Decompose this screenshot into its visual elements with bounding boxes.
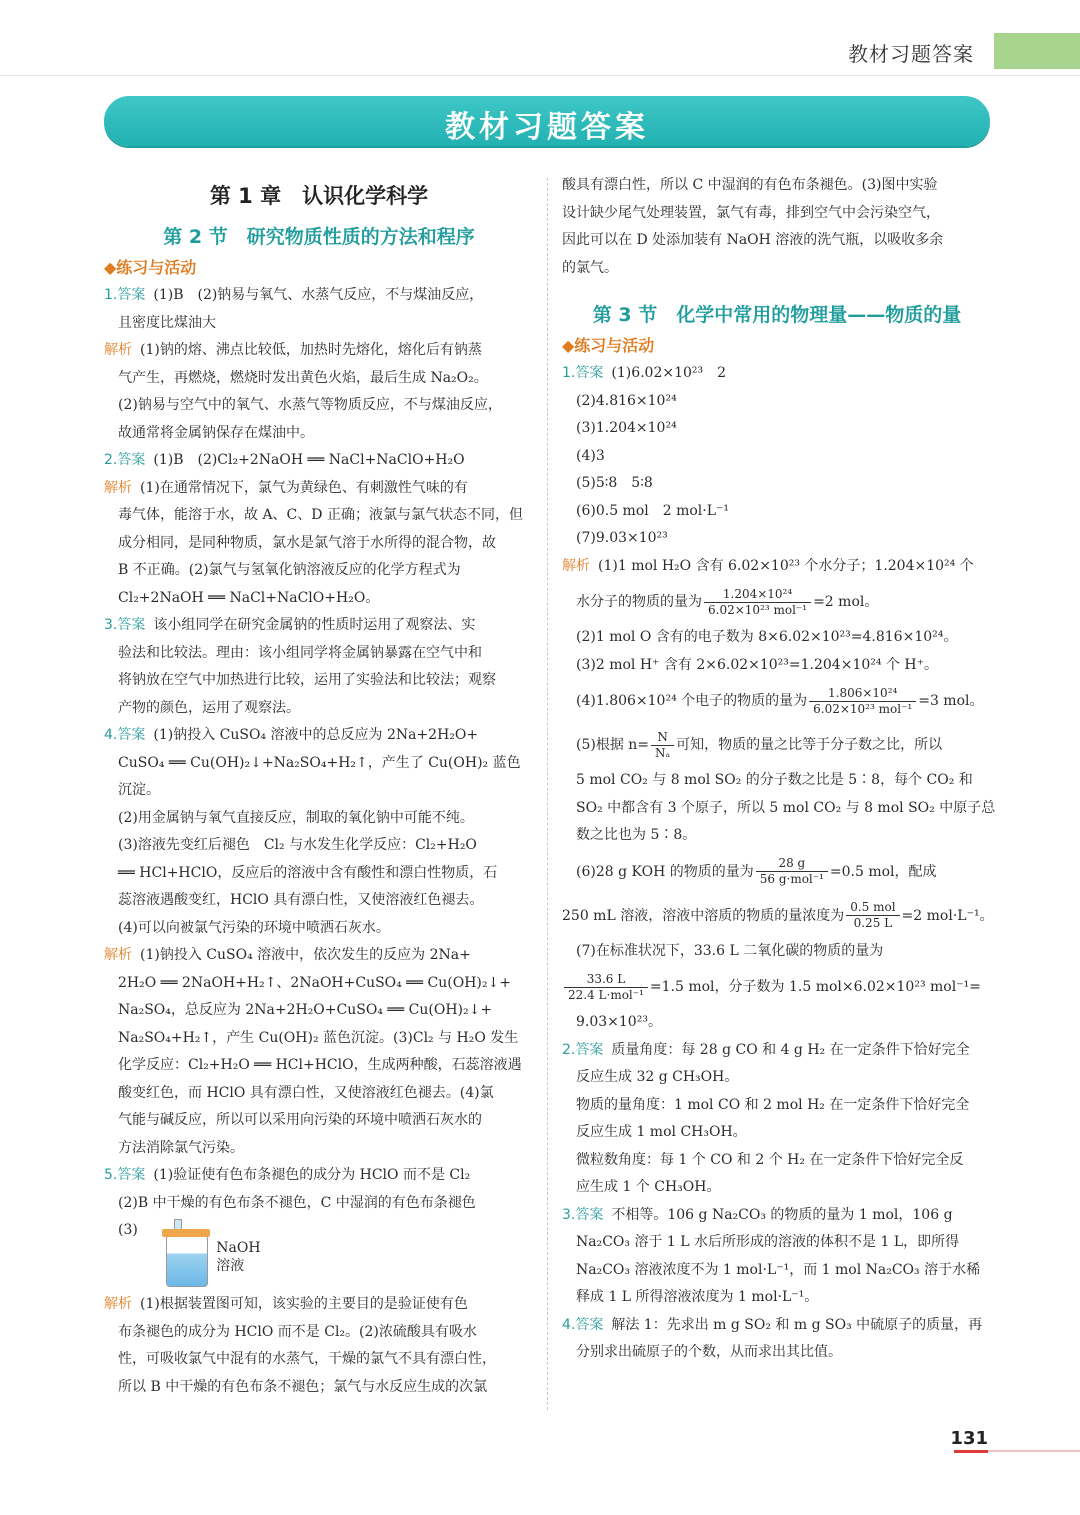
chapter-title: 第 1 章 认识化学科学 (209, 184, 429, 208)
text-line (562, 1119, 992, 1147)
right-column (562, 172, 996, 1367)
frac4-den: 56 g·mol⁻¹ (759, 872, 824, 886)
apparatus-label-2: 溶液 (216, 1258, 245, 1274)
line-text: (1)在通常情况下，氯气为黄绿色、有刺激性气味的有 (140, 479, 468, 496)
text-line (562, 1174, 992, 1202)
text-line (104, 750, 534, 778)
text-line (104, 337, 534, 365)
left-lines-after (104, 1291, 534, 1401)
line-text: B 不正确。(2)氯气与氢氧化钠溶液反应的化学方程式为 (118, 562, 461, 578)
text-line (104, 1190, 534, 1218)
answer-tag: 2.答案 (562, 1041, 604, 1058)
line-text: 性，可吸收氯气中混有的水蒸气，干燥的氯气不具有漂白性， (118, 1351, 496, 1367)
line-text: 5 mol CO₂ 与 8 mol SO₂ 的分子数之比是 5∶8，每个 CO₂ 和 (576, 772, 973, 788)
right-lines-d (562, 1009, 992, 1367)
explanation-tag: 解析 (104, 479, 132, 496)
line-text: ══ HCl+HClO，反应后的溶液中含有酸性和漂白性物质，石 (118, 864, 498, 881)
text-line (104, 1162, 534, 1190)
line-text: 成分相同，是同种物质，氯水是氯气溶于水所得的混合物，故 (118, 534, 496, 551)
line-text: (1)根据装置图可知，该实验的主要目的是验证使有色 (140, 1296, 468, 1312)
line-text: 沉淀。 (118, 782, 160, 798)
line-text: 应生成 1 个 CH₃OH。 (576, 1179, 721, 1195)
explanation-tag: 解析 (104, 947, 132, 963)
text-line (562, 1339, 992, 1367)
answer-tag: 1.答案 (104, 287, 146, 303)
text-line (562, 1202, 992, 1230)
line-text: Na₂CO₃ 溶液浓度不为 1 mol·L⁻¹，而 1 mol Na₂CO₃ 溶于水稀 (576, 1261, 981, 1278)
page-rule-accent (954, 1450, 988, 1453)
line-text: Na₂CO₃ 溶于 1 L 水后所形成的溶液的体积不是 1 L，即所得 (576, 1234, 960, 1250)
text-line (104, 585, 534, 613)
line-text: 2H₂O ══ 2NaOH+H₂↑、2NaOH+CuSO₄ ══ Cu(OH)₂↓+ (118, 974, 511, 991)
frac6-den: 22.4 L·mol⁻¹ (568, 987, 644, 1002)
text-line (104, 915, 534, 943)
frac1-den: 6.02×10²³ mol⁻¹ (708, 602, 808, 617)
apparatus-label-1: NaOH (216, 1240, 261, 1256)
text-line (104, 805, 534, 833)
frac2-den: 6.02×10²³ mol⁻¹ (813, 701, 913, 716)
right-lines-a (562, 360, 992, 580)
text-line (562, 227, 992, 255)
answer-tag: 1.答案 (562, 365, 604, 381)
text-line (562, 360, 992, 388)
frac2-post: =3 mol。 (918, 693, 984, 709)
text-line (562, 624, 992, 652)
text-line (562, 1009, 992, 1037)
text-line (562, 443, 992, 471)
text-line (562, 822, 992, 850)
explanation-tag: 解析 (104, 342, 132, 358)
fraction-line-6 (562, 965, 992, 1009)
text-line (104, 420, 534, 448)
header-rule (0, 75, 1080, 76)
text-line (562, 1147, 992, 1175)
explanation-tag: 解析 (104, 1296, 132, 1312)
line-text: (2)4.816×10²⁴ (576, 392, 677, 409)
line-text: 设计缺少尾气处理装置，氯气有毒，排到空气中会污染空气， (562, 204, 940, 221)
text-line (104, 1052, 534, 1080)
line-text: 释成 1 L 所得溶液浓度为 1 mol·L⁻¹。 (576, 1289, 819, 1305)
line-text: (2)1 mol O 含有的电子数为 8×6.02×10²³=4.816×10²⁴。 (576, 629, 958, 645)
text-line (562, 470, 992, 498)
line-text: 毒气体，能溶于水，故 A、C、D 正确；液氯与氯气状态不同，但 (118, 507, 523, 523)
text-line (104, 1319, 534, 1347)
fraction-line-2 (562, 679, 992, 723)
text-line (562, 652, 992, 680)
answer-tag: 3.答案 (104, 617, 146, 633)
line-text: (7)9.03×10²³ (576, 530, 668, 546)
text-line (104, 447, 534, 475)
text-line (562, 172, 992, 200)
line-text: 反应生成 32 g CH₃OH。 (576, 1069, 739, 1085)
text-line (562, 200, 992, 228)
text-line (104, 1346, 534, 1374)
apparatus-prefix: (3) (118, 1222, 138, 1238)
apparatus-line (104, 1217, 534, 1291)
line-text: (1)验证使有色布条褪色的成分为 HClO 而不是 Cl₂ (153, 1167, 471, 1183)
line-text: (1)钠投入 CuSO₄ 溶液中的总反应为 2Na+2H₂O+ (153, 727, 479, 743)
text-line (562, 1037, 992, 1065)
line-text: 气产生，再燃烧，燃烧时发出黄色火焰，最后生成 Na₂O₂。 (118, 369, 488, 386)
frac1-num: 1.204×10²⁴ (704, 587, 811, 603)
text-line (104, 392, 534, 420)
bottle-cap (162, 1229, 210, 1237)
line-text: 物质的量角度：1 mol CO 和 2 mol H₂ 在一定条件下恰好完全 (576, 1096, 970, 1113)
bottle-body (166, 1235, 208, 1287)
frac2 (809, 686, 916, 717)
frac6-post: =1.5 mol，分子数为 1.5 mol×6.02×10²³ mol⁻¹= (649, 979, 981, 995)
page-number: 131 (950, 1428, 988, 1449)
frac2-num: 1.806×10²⁴ (809, 686, 916, 702)
text-line (562, 1064, 992, 1092)
line-text: (5)5∶8 5∶8 (576, 475, 653, 491)
answer-tag: 4.答案 (104, 727, 146, 743)
right-lines-b (562, 624, 992, 679)
frac4-pre: (6)28 g KOH 的物质的量为 (576, 863, 754, 880)
line-text: 因此可以在 D 处添加装有 NaOH 溶液的洗气瓶，以吸收多余 (562, 232, 944, 248)
line-text: (2)用金属钠与氧气直接反应，制取的氧化钠中可能不纯。 (118, 809, 474, 826)
fraction-line-1 (562, 580, 992, 624)
line-text: 蕊溶液遇酸变红，HClO 具有漂白性，又使溶液红色褪去。 (118, 892, 484, 908)
text-line (104, 667, 534, 695)
fraction-line-3 (562, 723, 992, 767)
frac3-den: Nₐ (655, 745, 671, 760)
line-text: 的氯气。 (562, 259, 618, 276)
text-line (104, 557, 534, 585)
text-line (104, 777, 534, 805)
line-text: (4)可以向被氯气污染的环境中喷洒石灰水。 (118, 919, 390, 936)
text-line (104, 612, 534, 640)
line-text: (4)3 (576, 447, 605, 464)
text-line (562, 255, 992, 283)
apparatus-label (216, 1239, 260, 1275)
text-line (104, 640, 534, 668)
line-text: Na₂SO₄+H₂↑，产生 Cu(OH)₂ 蓝色沉淀。(3)Cl₂ 与 H₂O 发生 (118, 1029, 519, 1046)
text-line (562, 415, 992, 443)
line-text: 产物的颜色，运用了观察法。 (118, 699, 300, 716)
frac4-post: =0.5 mol，配成 (829, 863, 937, 880)
fraction-line-4 (562, 850, 992, 894)
text-line (104, 887, 534, 915)
banner-title: 教材习题答案 (445, 110, 649, 145)
text-line-7: (7)在标准状况下，33.6 L 二氧化碳的物质的量为 (576, 942, 884, 959)
line-text: (3)溶液先变红后褪色 Cl₂ 与水发生化学反应：Cl₂+H₂O (118, 837, 477, 853)
frac5-num: 0.5 mol (846, 900, 899, 916)
text-line (104, 310, 534, 338)
text-line (562, 1284, 992, 1312)
answer-tag: 2.答案 (104, 452, 146, 468)
line-text: Cl₂+2NaOH ══ NaCl+NaClO+H₂O。 (118, 589, 380, 606)
text-line (562, 767, 992, 795)
line-text: (3)1.204×10²⁴ (576, 420, 677, 436)
line-text: (3)2 mol H⁺ 含有 2×6.02×10²³=1.204×10²⁴ 个 H⁺。 (576, 656, 938, 673)
text-line (104, 860, 534, 888)
line-text: (1)1 mol H₂O 含有 6.02×10²³ 个水分子；1.204×10²⁴ 个 (598, 557, 974, 574)
frac3 (651, 730, 674, 761)
line-text: 数之比也为 5∶8。 (576, 827, 697, 843)
line-text: 不相等。106 g Na₂CO₃ 的物质的量为 1 mol，106 g (611, 1206, 953, 1223)
text-line (104, 997, 534, 1025)
text-line (562, 553, 992, 581)
subhead: ◆练习与活动 (104, 258, 197, 277)
text-line (104, 365, 534, 393)
gas-washing-bottle (150, 1217, 270, 1287)
text-line (104, 502, 534, 530)
line-text: 所以 B 中干燥的有色布条不褪色；氯气与水反应生成的次氯 (118, 1378, 488, 1395)
line-text: (1)钠投入 CuSO₄ 溶液中，依次发生的反应为 2Na+ (140, 947, 471, 963)
line-text: 酸变红色，而 HClO 具有漂白性，又使溶液红色褪去。(4)氯 (118, 1084, 494, 1101)
text-line (104, 1025, 534, 1053)
title-banner (104, 96, 990, 146)
line-text: 反应生成 1 mol CH₃OH。 (576, 1124, 747, 1140)
text-line (562, 498, 992, 526)
frac1-pre: 水分子的物质的量为 (576, 594, 702, 610)
line-text: 酸具有漂白性，所以 C 中湿润的有色布条褪色。(3)图中实验 (562, 177, 938, 193)
line-text: CuSO₄ ══ Cu(OH)₂↓+Na₂SO₄+H₂↑，产生了 Cu(OH)₂ 蓝色 (118, 754, 521, 771)
frac5-post: =2 mol·L⁻¹。 (901, 907, 994, 924)
frac1 (704, 587, 811, 618)
text-line (104, 530, 534, 558)
frac5 (846, 900, 899, 931)
subhead-2: ◆练习与活动 (562, 336, 655, 355)
text-line (104, 1080, 534, 1108)
text-line (104, 282, 534, 310)
answer-tag: 4.答案 (562, 1316, 604, 1333)
explanation-tag: 解析 (562, 557, 590, 574)
frac4-num: 28 g (756, 856, 828, 872)
line-text: (2)钠易与空气中的氧气、水蒸气等物质反应，不与煤油反应， (118, 397, 502, 413)
frac2-pre: (4)1.806×10²⁴ 个电子的物质的量为 (576, 693, 808, 709)
column-divider (547, 178, 548, 1410)
line-text: 气能与碱反应，所以可以采用向污染的环境中喷洒石灰水的 (118, 1112, 482, 1128)
line-text: 该小组同学在研究金属钠的性质时运用了观察法、实 (153, 617, 476, 633)
answer-tag: 5.答案 (104, 1167, 146, 1183)
line-text: 质量角度：每 28 g CO 和 4 g H₂ 在一定条件下恰好完全 (611, 1041, 970, 1058)
line-text: (6)0.5 mol 2 mol·L⁻¹ (576, 502, 730, 519)
text-line (104, 722, 534, 750)
text-line (104, 1374, 534, 1402)
answer-tag: 3.答案 (562, 1206, 604, 1223)
frac5-pre: 250 mL 溶液，溶液中溶质的物质的量浓度为 (562, 907, 845, 924)
left-lines (104, 282, 534, 1217)
frac3-post: 可知，物质的量之比等于分子数之比，所以 (676, 737, 943, 753)
line-text: 9.03×10²³。 (576, 1014, 662, 1030)
text-line (562, 1229, 992, 1257)
line-text: 微粒数角度：每 1 个 CO 和 2 个 H₂ 在一定条件下恰好完全反 (576, 1151, 964, 1168)
frac3-num: N (651, 730, 674, 746)
text-line (104, 942, 534, 970)
frac6 (564, 972, 648, 1003)
text-line (562, 795, 996, 823)
text-line (104, 832, 534, 860)
text-line (562, 388, 992, 416)
line-text: 解法 1：先求出 m g SO₂ 和 m g SO₃ 中硫原子的质量，再 (611, 1316, 983, 1333)
frac1-post: =2 mol。 (813, 594, 879, 610)
line-text: 验法和比较法。理由：该小组同学将金属钠暴露在空气中和 (118, 644, 482, 661)
text-line (104, 1135, 534, 1163)
text-line (104, 970, 534, 998)
text-line (562, 1092, 992, 1120)
header-tab (994, 33, 1080, 69)
line-text: 分别求出硫原子的个数，从而求出其比值。 (576, 1344, 842, 1360)
line-text: Na₂SO₄，总反应为 2Na+2H₂O+CuSO₄ ══ Cu(OH)₂↓+ (118, 1002, 493, 1018)
line-text: 方法消除氯气污染。 (118, 1139, 244, 1156)
line-text: (1)B (2)Cl₂+2NaOH ══ NaCl+NaClO+H₂O (153, 452, 465, 468)
section-title: 第 2 节 研究物质性质的方法和程序 (163, 226, 475, 248)
line-text: (2)B 中干燥的有色布条不褪色，C 中湿润的有色布条褪色 (118, 1194, 476, 1211)
line-text: (1)B (2)钠易与氧气、水蒸气反应，不与煤油反应， (153, 287, 484, 303)
right-lines-c (562, 767, 996, 850)
text-line (104, 695, 534, 723)
line-text: 化学反应：Cl₂+H₂O ══ HCl+HClO，生成两种酸，石蕊溶液遇 (118, 1057, 522, 1073)
fraction-line-5 (562, 894, 992, 938)
line-text: 布条褪色的成分为 HClO 而不是 Cl₂。(2)浓硫酸具有吸水 (118, 1323, 477, 1340)
line-text: 故通常将金属钠保存在煤油中。 (118, 424, 314, 441)
line-text: SO₂ 中都含有 3 个原子，所以 5 mol CO₂ 与 8 mol SO₂ 中原子总 (576, 799, 996, 816)
right-top-lines (562, 172, 992, 282)
frac3-pre: (5)根据 n= (576, 737, 650, 753)
header-label: 教材习题答案 (848, 42, 974, 66)
line-text: 将钠放在空气中加热进行比较，运用了实验法和比较法；观察 (118, 672, 496, 688)
section-title-2: 第 3 节 化学中常用的物理量——物质的量 (592, 304, 962, 326)
text-line (562, 525, 992, 553)
frac4 (756, 856, 828, 887)
line-text: 且密度比煤油大 (118, 314, 216, 331)
text-line (562, 1312, 992, 1340)
text-line (104, 1291, 534, 1319)
text-line (104, 475, 534, 503)
line-text: (1)钠的熔、沸点比较低，加热时先熔化，熔化后有钠蒸 (140, 342, 482, 358)
frac5-den: 0.25 L (853, 916, 893, 930)
left-column (104, 172, 534, 1401)
line-text: (1)6.02×10²³ 2 (611, 365, 727, 381)
frac6-num: 33.6 L (564, 972, 648, 988)
text-line (104, 1107, 534, 1135)
text-line (562, 1257, 992, 1285)
